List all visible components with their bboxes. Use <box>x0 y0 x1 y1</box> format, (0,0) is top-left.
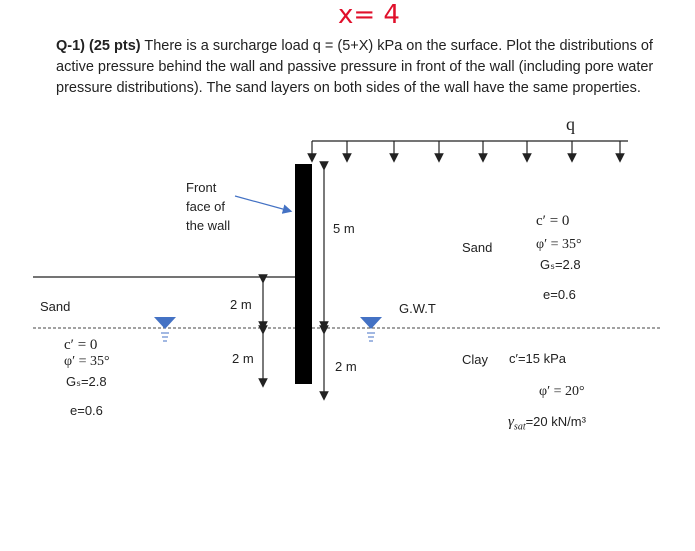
dim-2m-left-upper-label: 2 m <box>230 297 252 312</box>
left-e-prop: e=0.6 <box>70 403 103 418</box>
dim-2m-left-lower-label: 2 m <box>232 351 254 366</box>
left-water-triangle <box>154 317 176 341</box>
gwt-label: G.W.T <box>399 301 436 316</box>
front-label-line1: Front <box>186 180 217 195</box>
surcharge-arrows <box>312 141 620 158</box>
clay-c-prop: c′=15 kPa <box>509 351 567 366</box>
question-body: There is a surcharge load q = (5+X) kPa on the surface. Plot the distributions of active pressure behind the wall and passive pressure in front of the wall (including pore water pressure distributions). The sand layers on both sides of the wall have the same properties. <box>56 38 654 96</box>
right-water-triangle <box>360 317 382 341</box>
retaining-wall <box>295 164 312 384</box>
front-label-line3: the wall <box>186 218 231 233</box>
right-gs-prop: Gₛ=2.8 <box>540 257 581 272</box>
left-gs-prop: Gₛ=2.8 <box>66 374 107 389</box>
front-face-pointer <box>235 196 290 211</box>
right-phi-prop: φ′ = 35° <box>536 237 582 252</box>
dim-2m-right-label: 2 m <box>335 359 357 374</box>
right-clay-label: Clay <box>462 352 489 367</box>
handwritten-note: x= 4 <box>338 0 400 30</box>
clay-gamma-prop <box>508 414 586 433</box>
question-number: Q-1) (25 pts) <box>56 38 141 54</box>
right-e-prop: e=0.6 <box>543 287 576 302</box>
right-c-prop: c′ = 0 <box>536 213 570 229</box>
surcharge-q-label: q <box>566 114 575 134</box>
clay-gamma-symbol: γ <box>508 414 514 430</box>
front-label-line2: face of <box>186 199 226 214</box>
left-c-prop: c′ = 0 <box>64 337 98 353</box>
left-phi-prop: φ′ = 35° <box>64 354 110 369</box>
dim-5m-label: 5 m <box>333 221 355 236</box>
clay-gamma-sub: sat <box>513 421 526 433</box>
clay-gamma-value: =20 kN/m³ <box>525 414 586 429</box>
right-sand-label: Sand <box>462 240 493 255</box>
clay-phi-prop: φ′ = 20° <box>539 384 585 399</box>
left-sand-label: Sand <box>40 299 71 314</box>
